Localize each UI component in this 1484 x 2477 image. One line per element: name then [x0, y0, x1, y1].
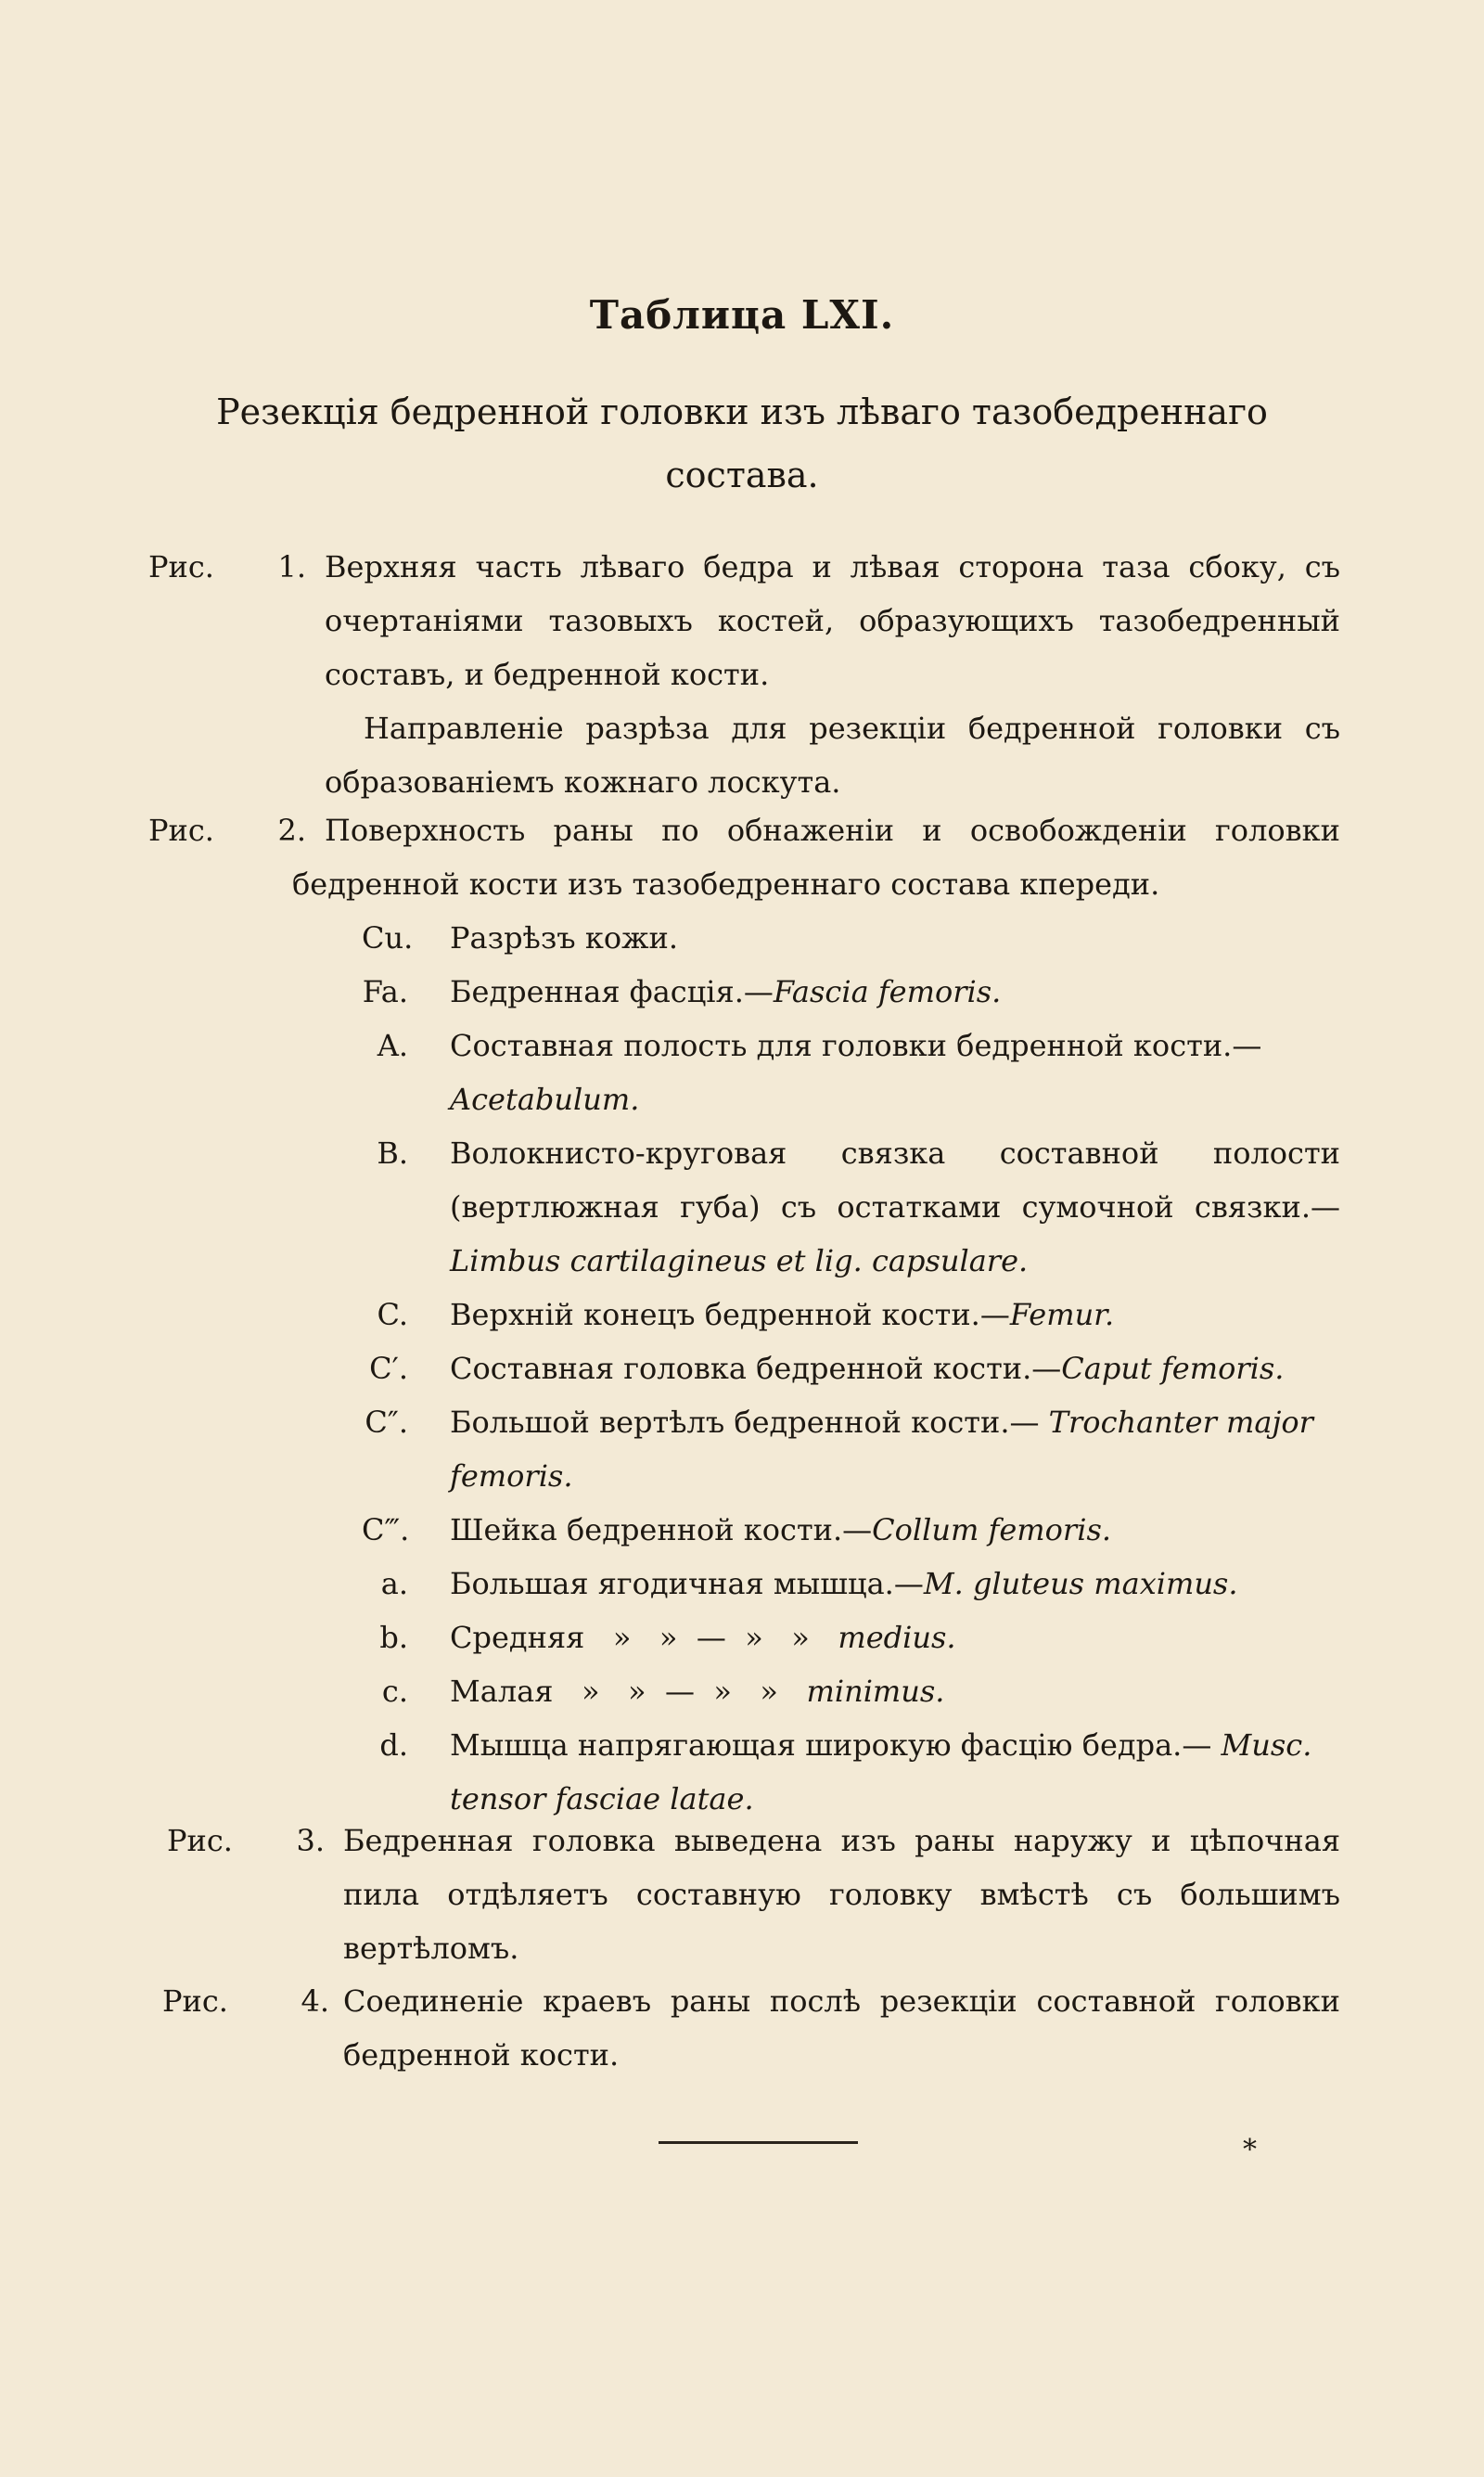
- legend-text: Составная головка бедренной кости.—: [450, 1351, 1062, 1386]
- legend-text: Большая ягодичная мышца.—: [450, 1566, 924, 1601]
- figure-text: Верхняя часть лѣваго бедра и лѣвая сторона таза сбоку, съ очертаніями тазовыхъ костей, образующихъ тазобедренный составъ, и бедренной кости.: [325, 549, 1340, 692]
- figure-label: Рис.: [162, 1983, 228, 2019]
- figure-label: Рис.: [148, 813, 214, 848]
- figure-3: [167, 1814, 1340, 1975]
- figure-text-2: Направленіе разрѣза для резекціи бедренной головки съ образованіемъ кожнаго лоскута.: [325, 711, 1340, 800]
- legend-text: Волокнисто-круговая связка составной полости (вертлюжная губа) съ остатками сумочной связки.—: [450, 1136, 1340, 1225]
- subtitle-line-1: Резекція бедренной головки изъ лѣваго тазобедреннаго: [216, 391, 1268, 432]
- legend-code: C′.: [369, 1351, 408, 1386]
- legend-latin: medius.: [838, 1620, 956, 1655]
- legend-latin: Acetabulum.: [450, 1082, 640, 1117]
- page-title: Таблица LXI.: [589, 292, 895, 338]
- legend-text: Верхній конецъ бедренной кости.—: [450, 1297, 1010, 1332]
- legend-code: Cu.: [362, 920, 414, 956]
- legend-text: Составная полость для головки бедренной кости.—: [450, 1028, 1262, 1063]
- legend-text: Бедренная фасція.—: [450, 974, 774, 1009]
- legend-code: d.: [379, 1727, 408, 1763]
- figure-text: Соединеніе краевъ раны послѣ резекціи составной головки бедренной кости.: [343, 1983, 1340, 2073]
- legend-code: b.: [379, 1620, 408, 1655]
- legend-latin: Caput femoris.: [1061, 1351, 1285, 1386]
- divider: [659, 2141, 858, 2144]
- footer-mark: *: [1243, 2134, 1257, 2166]
- legend-text: Большой вертѣлъ бедренной кости.—: [450, 1405, 1040, 1440]
- figure-text: Бедренная головка выведена изъ раны наружу и цѣпочная пила отдѣляетъ составную головку вмѣстѣ съ большимъ вертѣломъ.: [343, 1823, 1340, 1966]
- legend-text: Мышца напрягающая широкую фасцію бедра.—: [450, 1727, 1212, 1763]
- legend-code: a.: [380, 1566, 408, 1601]
- legend-code: B.: [377, 1136, 408, 1171]
- figure-number: 1.: [277, 549, 306, 584]
- figure-label: Рис.: [148, 549, 214, 584]
- legend-latin: M. gluteus maximus.: [923, 1566, 1238, 1601]
- legend-code: c.: [381, 1674, 408, 1709]
- legend-latin: Limbus cartilagineus et lig. capsulare.: [450, 1243, 1029, 1278]
- legend-code: C.: [377, 1297, 408, 1332]
- legend-text: Шейка бедренной кости.—: [450, 1512, 873, 1547]
- figure-number: 4.: [301, 1983, 329, 2019]
- legend-code: C″.: [365, 1405, 408, 1440]
- legend-latin: Femur.: [1009, 1297, 1115, 1332]
- legend-code: C‴.: [362, 1512, 410, 1547]
- legend-latin: Collum femoris.: [872, 1512, 1112, 1547]
- legend-text: Разрѣзъ кожи.: [450, 920, 679, 956]
- legend-code: Fa.: [362, 974, 408, 1009]
- legend-latin: Musc. tensor fasciae latae.: [450, 1727, 1312, 1816]
- figure-label: Рис.: [167, 1823, 233, 1858]
- subtitle-line-2: состава.: [665, 455, 819, 495]
- figure-4: [162, 1974, 1340, 2082]
- legend-list: [362, 911, 1340, 1825]
- figure-number: 3.: [296, 1823, 325, 1858]
- legend-text: Малая » » — » »: [450, 1674, 778, 1709]
- subtitle: [0, 380, 1484, 507]
- legend-latin: Fascia femoris.: [773, 974, 1002, 1009]
- legend-latin: Trochanter major femoris.: [450, 1405, 1313, 1494]
- legend-code: A.: [377, 1028, 408, 1063]
- legend-latin: minimus.: [806, 1674, 945, 1709]
- figure-2: [148, 803, 1340, 911]
- legend-text: Средняя » » — » »: [450, 1620, 810, 1655]
- figure-1: [148, 540, 1340, 809]
- figure-number: 2.: [277, 813, 306, 848]
- figure-text: Поверхность раны по обнаженіи и освобожденіи головки бедренной кости изъ тазобедреннаго состава кпереди.: [292, 813, 1340, 902]
